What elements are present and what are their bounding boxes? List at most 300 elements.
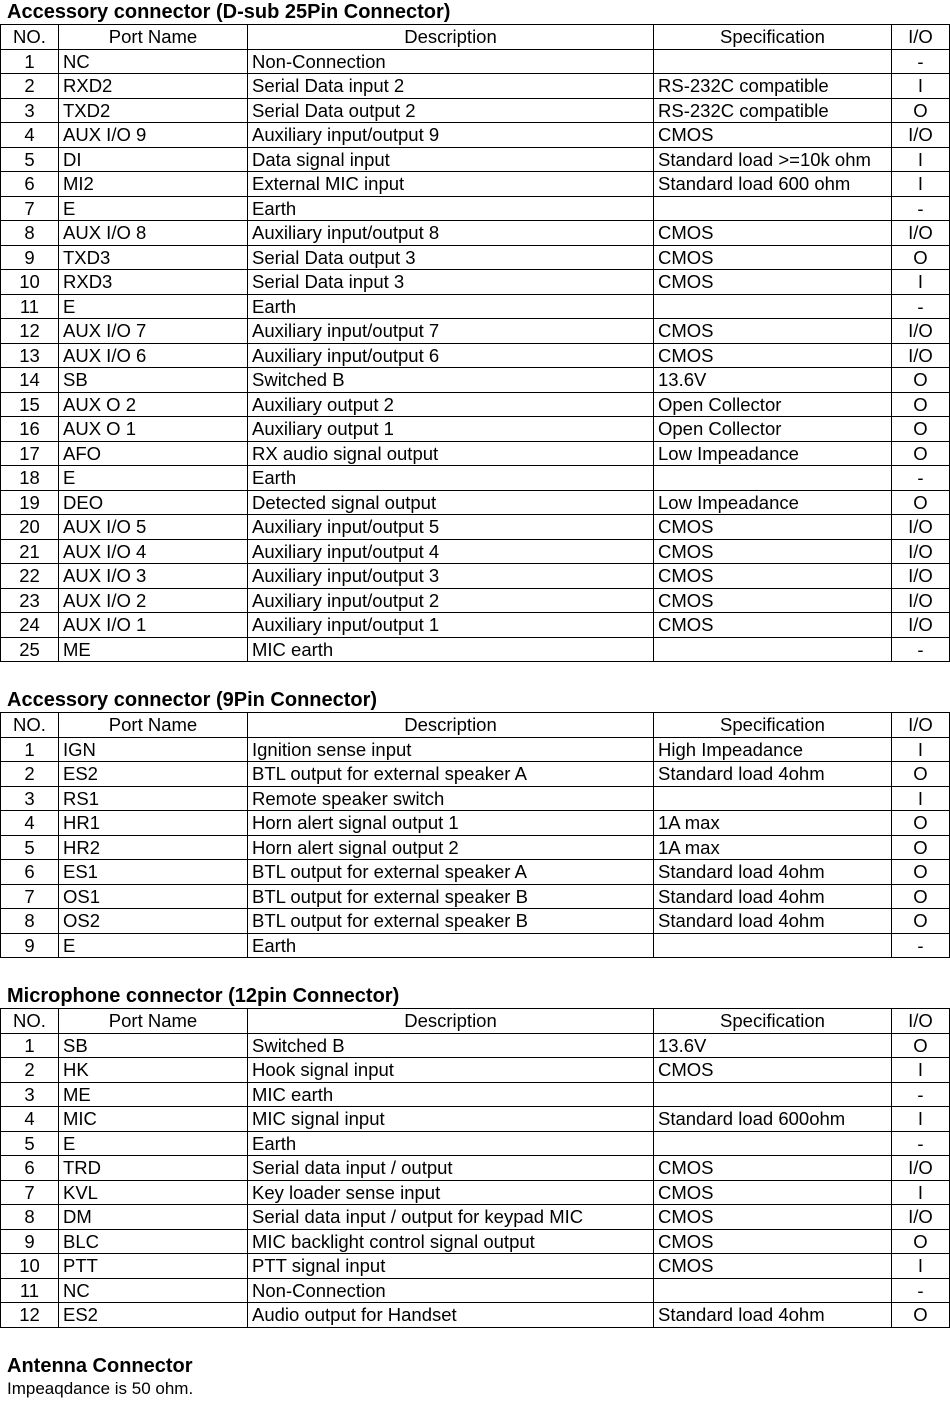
port-name: TRD: [59, 1156, 248, 1181]
pin-number: 8: [1, 909, 59, 934]
port-name: OS2: [59, 909, 248, 934]
io-direction: O: [892, 860, 950, 885]
table-row: [1, 466, 950, 491]
port-name: RXD2: [59, 74, 248, 99]
table-row: [1, 221, 950, 246]
table-row: [1, 515, 950, 540]
description: MIC earth: [248, 637, 654, 662]
description: External MIC input: [248, 172, 654, 197]
port-name: NC: [59, 1278, 248, 1303]
specification: Standard load 600 ohm: [654, 172, 892, 197]
pin-number: 25: [1, 637, 59, 662]
description: Earth: [248, 1131, 654, 1156]
port-name: DI: [59, 147, 248, 172]
description: MIC earth: [248, 1082, 654, 1107]
port-name: E: [59, 196, 248, 221]
description: Auxiliary input/output 7: [248, 319, 654, 344]
specification: [654, 1278, 892, 1303]
specification: CMOS: [654, 564, 892, 589]
pin-number: 12: [1, 1303, 59, 1328]
specification: RS-232C compatible: [654, 98, 892, 123]
table-row: [1, 123, 950, 148]
table-row: [1, 441, 950, 466]
description: Earth: [248, 466, 654, 491]
pin-number: 24: [1, 613, 59, 638]
pin-number: 12: [1, 319, 59, 344]
specification: CMOS: [654, 343, 892, 368]
table-row: [1, 1303, 950, 1328]
header-specification: Specification: [654, 1009, 892, 1034]
pin-number: 4: [1, 1107, 59, 1132]
pin-number: 9: [1, 245, 59, 270]
table-row: [1, 490, 950, 515]
header-no: NO.: [1, 25, 59, 50]
io-direction: -: [892, 466, 950, 491]
table-row: [1, 884, 950, 909]
description: Non-Connection: [248, 1278, 654, 1303]
port-name: SB: [59, 1033, 248, 1058]
port-name: KVL: [59, 1180, 248, 1205]
specification: Standard load 600ohm: [654, 1107, 892, 1132]
pin-number: 15: [1, 392, 59, 417]
header-specification: Specification: [654, 25, 892, 50]
section-title-pin9: Accessory connector (9Pin Connector): [7, 689, 378, 711]
pin-number: 10: [1, 270, 59, 295]
table-row: [1, 368, 950, 393]
description: Serial Data output 2: [248, 98, 654, 123]
io-direction: -: [892, 933, 950, 958]
io-direction: O: [892, 245, 950, 270]
pin-number: 13: [1, 343, 59, 368]
header-no: NO.: [1, 713, 59, 738]
port-name: ME: [59, 1082, 248, 1107]
table-row: [1, 1278, 950, 1303]
table-header-row: [1, 713, 950, 738]
pin-number: 21: [1, 539, 59, 564]
header-io: I/O: [892, 1009, 950, 1034]
header-description: Description: [248, 1009, 654, 1034]
specification: Open Collector: [654, 392, 892, 417]
port-name: RXD3: [59, 270, 248, 295]
description: Hook signal input: [248, 1058, 654, 1083]
port-name: AUX O 1: [59, 417, 248, 442]
io-direction: -: [892, 1131, 950, 1156]
io-direction: O: [892, 1229, 950, 1254]
description: Auxiliary input/output 5: [248, 515, 654, 540]
port-name: MI2: [59, 172, 248, 197]
pin-table-pin9: [0, 712, 950, 958]
specification: [654, 637, 892, 662]
specification: [654, 1131, 892, 1156]
port-name: AUX I/O 6: [59, 343, 248, 368]
port-name: TXD3: [59, 245, 248, 270]
port-name: HR1: [59, 811, 248, 836]
table-row: [1, 294, 950, 319]
pin-table-dsub25: [0, 24, 950, 662]
table-row: [1, 392, 950, 417]
port-name: E: [59, 466, 248, 491]
section-spacer: [0, 958, 950, 984]
io-direction: I: [892, 1107, 950, 1132]
pin-number: 3: [1, 1082, 59, 1107]
io-direction: I: [892, 147, 950, 172]
pin-number: 4: [1, 811, 59, 836]
pin-number: 5: [1, 835, 59, 860]
specification: 13.6V: [654, 1033, 892, 1058]
pin-number: 23: [1, 588, 59, 613]
io-direction: O: [892, 1033, 950, 1058]
table-row: [1, 74, 950, 99]
specification: CMOS: [654, 1229, 892, 1254]
description: Earth: [248, 294, 654, 319]
specification: Open Collector: [654, 417, 892, 442]
header-no: NO.: [1, 1009, 59, 1034]
port-name: AUX I/O 5: [59, 515, 248, 540]
specification: [654, 49, 892, 74]
table-row: [1, 417, 950, 442]
io-direction: I: [892, 270, 950, 295]
description: Auxiliary input/output 6: [248, 343, 654, 368]
port-name: DEO: [59, 490, 248, 515]
description: Detected signal output: [248, 490, 654, 515]
header-io: I/O: [892, 25, 950, 50]
port-name: DM: [59, 1205, 248, 1230]
section-title-dsub25: Accessory connector (D-sub 25Pin Connector): [7, 1, 451, 23]
port-name: AUX I/O 8: [59, 221, 248, 246]
specification: CMOS: [654, 1058, 892, 1083]
pin-number: 11: [1, 1278, 59, 1303]
io-direction: -: [892, 1082, 950, 1107]
specification: CMOS: [654, 1205, 892, 1230]
specification: CMOS: [654, 123, 892, 148]
port-name: AUX I/O 1: [59, 613, 248, 638]
table-row: [1, 588, 950, 613]
specification: Standard load 4ohm: [654, 860, 892, 885]
table-header-row: [1, 25, 950, 50]
pin-number: 8: [1, 221, 59, 246]
specification: Low Impeadance: [654, 441, 892, 466]
io-direction: I/O: [892, 319, 950, 344]
pin-number: 6: [1, 172, 59, 197]
io-direction: I/O: [892, 1205, 950, 1230]
port-name: BLC: [59, 1229, 248, 1254]
io-direction: -: [892, 1278, 950, 1303]
port-name: HR2: [59, 835, 248, 860]
specification: [654, 933, 892, 958]
pin-number: 2: [1, 74, 59, 99]
pin-table-mic12: [0, 1008, 950, 1328]
io-direction: O: [892, 392, 950, 417]
port-name: TXD2: [59, 98, 248, 123]
io-direction: I/O: [892, 221, 950, 246]
io-direction: -: [892, 294, 950, 319]
port-name: MIC: [59, 1107, 248, 1132]
table-row: [1, 1033, 950, 1058]
port-name: AUX I/O 4: [59, 539, 248, 564]
pin-number: 3: [1, 786, 59, 811]
io-direction: O: [892, 1303, 950, 1328]
pin-number: 1: [1, 737, 59, 762]
io-direction: I: [892, 1180, 950, 1205]
io-direction: I/O: [892, 515, 950, 540]
pin-number: 16: [1, 417, 59, 442]
table-row: [1, 1180, 950, 1205]
specification: [654, 196, 892, 221]
port-name: RS1: [59, 786, 248, 811]
table-row: [1, 147, 950, 172]
specification: CMOS: [654, 1156, 892, 1181]
description: Serial data input / output: [248, 1156, 654, 1181]
io-direction: I/O: [892, 564, 950, 589]
pin-number: 2: [1, 762, 59, 787]
table-row: [1, 762, 950, 787]
io-direction: O: [892, 368, 950, 393]
pin-number: 6: [1, 860, 59, 885]
table-row: [1, 49, 950, 74]
port-name: E: [59, 1131, 248, 1156]
table-row: [1, 613, 950, 638]
table-row: [1, 172, 950, 197]
port-name: NC: [59, 49, 248, 74]
description: BTL output for external speaker B: [248, 884, 654, 909]
table-row: [1, 1156, 950, 1181]
pin-number: 7: [1, 1180, 59, 1205]
description: Auxiliary output 2: [248, 392, 654, 417]
description: Auxiliary output 1: [248, 417, 654, 442]
description: Switched B: [248, 368, 654, 393]
description: Horn alert signal output 1: [248, 811, 654, 836]
table-row: [1, 245, 950, 270]
pin-number: 2: [1, 1058, 59, 1083]
table-row: [1, 1254, 950, 1279]
pin-number: 11: [1, 294, 59, 319]
table-row: [1, 909, 950, 934]
specification: Standard load >=10k ohm: [654, 147, 892, 172]
io-direction: I: [892, 1058, 950, 1083]
port-name: AUX O 2: [59, 392, 248, 417]
pin-number: 6: [1, 1156, 59, 1181]
description: Horn alert signal output 2: [248, 835, 654, 860]
description: Remote speaker switch: [248, 786, 654, 811]
port-name: E: [59, 933, 248, 958]
specification: CMOS: [654, 539, 892, 564]
description: Auxiliary input/output 3: [248, 564, 654, 589]
specification: [654, 294, 892, 319]
description: MIC backlight control signal output: [248, 1229, 654, 1254]
specification: Standard load 4ohm: [654, 1303, 892, 1328]
header-description: Description: [248, 25, 654, 50]
port-name: AUX I/O 2: [59, 588, 248, 613]
io-direction: O: [892, 909, 950, 934]
port-name: ES1: [59, 860, 248, 885]
pin-number: 7: [1, 196, 59, 221]
io-direction: I/O: [892, 588, 950, 613]
table-row: [1, 811, 950, 836]
specification: CMOS: [654, 221, 892, 246]
description: BTL output for external speaker A: [248, 860, 654, 885]
io-direction: I/O: [892, 343, 950, 368]
specification: Standard load 4ohm: [654, 762, 892, 787]
port-name: AFO: [59, 441, 248, 466]
specification: CMOS: [654, 515, 892, 540]
pin-number: 22: [1, 564, 59, 589]
pin-number: 20: [1, 515, 59, 540]
table-row: [1, 98, 950, 123]
io-direction: I/O: [892, 123, 950, 148]
description: Auxiliary input/output 1: [248, 613, 654, 638]
specification: CMOS: [654, 1254, 892, 1279]
specification: High Impeadance: [654, 737, 892, 762]
port-name: E: [59, 294, 248, 319]
specification: Standard load 4ohm: [654, 884, 892, 909]
description: Key loader sense input: [248, 1180, 654, 1205]
description: Earth: [248, 196, 654, 221]
io-direction: I: [892, 737, 950, 762]
header-io: I/O: [892, 713, 950, 738]
table-row: [1, 1082, 950, 1107]
specification: [654, 466, 892, 491]
table-row: [1, 1205, 950, 1230]
pin-number: 10: [1, 1254, 59, 1279]
header-port-name: Port Name: [59, 25, 248, 50]
specification: CMOS: [654, 270, 892, 295]
specification: RS-232C compatible: [654, 74, 892, 99]
port-name: AUX I/O 3: [59, 564, 248, 589]
pin-number: 19: [1, 490, 59, 515]
io-direction: I/O: [892, 613, 950, 638]
io-direction: I/O: [892, 1156, 950, 1181]
table-row: [1, 1229, 950, 1254]
section-spacer: [0, 662, 950, 688]
header-specification: Specification: [654, 713, 892, 738]
table-row: [1, 737, 950, 762]
specification: CMOS: [654, 588, 892, 613]
table-row: [1, 637, 950, 662]
description: Non-Connection: [248, 49, 654, 74]
io-direction: I: [892, 1254, 950, 1279]
description: Serial Data output 3: [248, 245, 654, 270]
pin-number: 3: [1, 98, 59, 123]
pin-number: 7: [1, 884, 59, 909]
description: Auxiliary input/output 8: [248, 221, 654, 246]
table-row: [1, 319, 950, 344]
section-spacer: [0, 1328, 950, 1354]
pin-number: 18: [1, 466, 59, 491]
section-title-mic12: Microphone connector (12pin Connector): [7, 985, 400, 1007]
io-direction: -: [892, 49, 950, 74]
specification: 1A max: [654, 811, 892, 836]
io-direction: I: [892, 74, 950, 99]
description: Serial Data input 3: [248, 270, 654, 295]
pin-number: 4: [1, 123, 59, 148]
specification: [654, 1082, 892, 1107]
io-direction: O: [892, 441, 950, 466]
description: BTL output for external speaker A: [248, 762, 654, 787]
specification: 1A max: [654, 835, 892, 860]
table-row: [1, 933, 950, 958]
io-direction: O: [892, 98, 950, 123]
pin-number: 5: [1, 1131, 59, 1156]
pin-number: 1: [1, 1033, 59, 1058]
io-direction: -: [892, 637, 950, 662]
pin-number: 9: [1, 933, 59, 958]
port-name: AUX I/O 9: [59, 123, 248, 148]
header-port-name: Port Name: [59, 1009, 248, 1034]
description: Earth: [248, 933, 654, 958]
port-name: ES2: [59, 762, 248, 787]
io-direction: O: [892, 762, 950, 787]
table-row: [1, 860, 950, 885]
table-row: [1, 343, 950, 368]
pin-number: 1: [1, 49, 59, 74]
io-direction: O: [892, 811, 950, 836]
table-row: [1, 1131, 950, 1156]
io-direction: O: [892, 835, 950, 860]
pin-number: 8: [1, 1205, 59, 1230]
table-row: [1, 196, 950, 221]
table-row: [1, 1058, 950, 1083]
specification: CMOS: [654, 613, 892, 638]
pin-number: 5: [1, 147, 59, 172]
description: Auxiliary input/output 9: [248, 123, 654, 148]
description: Serial Data input 2: [248, 74, 654, 99]
description: Switched B: [248, 1033, 654, 1058]
specification: CMOS: [654, 245, 892, 270]
table-row: [1, 835, 950, 860]
table-row: [1, 270, 950, 295]
port-name: ES2: [59, 1303, 248, 1328]
io-direction: O: [892, 417, 950, 442]
port-name: OS1: [59, 884, 248, 909]
table-row: [1, 786, 950, 811]
pin-number: 17: [1, 441, 59, 466]
port-name: IGN: [59, 737, 248, 762]
specification: CMOS: [654, 1180, 892, 1205]
table-header-row: [1, 1009, 950, 1034]
port-name: SB: [59, 368, 248, 393]
description: RX audio signal output: [248, 441, 654, 466]
table-row: [1, 539, 950, 564]
header-description: Description: [248, 713, 654, 738]
specification: Standard load 4ohm: [654, 909, 892, 934]
description: Data signal input: [248, 147, 654, 172]
port-name: AUX I/O 7: [59, 319, 248, 344]
table-row: [1, 564, 950, 589]
io-direction: -: [892, 196, 950, 221]
description: Audio output for Handset: [248, 1303, 654, 1328]
io-direction: I: [892, 786, 950, 811]
io-direction: O: [892, 490, 950, 515]
antenna-impedance-note: Impeaqdance is 50 ohm.: [7, 1378, 194, 1398]
specification: 13.6V: [654, 368, 892, 393]
description: Ignition sense input: [248, 737, 654, 762]
port-name: PTT: [59, 1254, 248, 1279]
io-direction: I/O: [892, 539, 950, 564]
description: Auxiliary input/output 2: [248, 588, 654, 613]
specification: Low Impeadance: [654, 490, 892, 515]
description: Serial data input / output for keypad MIC: [248, 1205, 654, 1230]
description: MIC signal input: [248, 1107, 654, 1132]
description: Auxiliary input/output 4: [248, 539, 654, 564]
antenna-connector-title: Antenna Connector: [7, 1354, 193, 1377]
io-direction: O: [892, 884, 950, 909]
description: BTL output for external speaker B: [248, 909, 654, 934]
port-name: ME: [59, 637, 248, 662]
header-port-name: Port Name: [59, 713, 248, 738]
pin-number: 9: [1, 1229, 59, 1254]
specification: [654, 786, 892, 811]
description: PTT signal input: [248, 1254, 654, 1279]
